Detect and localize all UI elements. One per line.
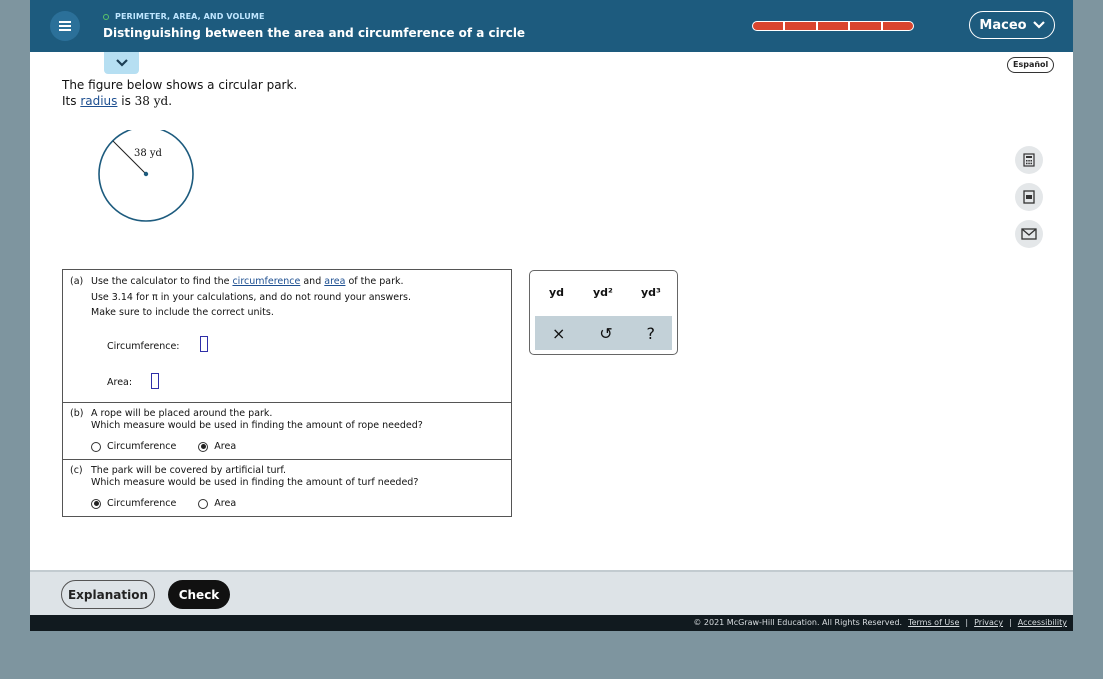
part-b-line-1: A rope will be placed around the park. bbox=[91, 408, 273, 419]
chevron-down-icon bbox=[1033, 21, 1045, 29]
calculator-icon bbox=[1023, 153, 1035, 167]
part-b-circumference-radio[interactable] bbox=[91, 442, 101, 452]
calculator-button[interactable] bbox=[1015, 146, 1043, 174]
espanol-button[interactable]: Español bbox=[1007, 57, 1054, 73]
copyright-text: © 2021 McGraw-Hill Education. All Rights Reserved. bbox=[693, 618, 903, 627]
part-b-marker: (b) bbox=[70, 408, 84, 419]
part-c-line-1: The park will be covered by artificial turf. bbox=[91, 465, 287, 476]
topic-status-icon bbox=[103, 14, 109, 20]
radius-link[interactable]: radius bbox=[80, 94, 118, 108]
footer-separator: | bbox=[1009, 618, 1012, 627]
area-link[interactable]: area bbox=[324, 276, 346, 287]
area-label: Area: bbox=[107, 377, 133, 388]
part-c-area-label: Area bbox=[214, 498, 237, 509]
header-bar bbox=[30, 0, 1073, 52]
side-tools bbox=[1015, 146, 1043, 257]
part-c-options bbox=[91, 498, 252, 509]
question-box bbox=[62, 269, 512, 517]
terms-of-use-link[interactable]: Terms of Use bbox=[908, 618, 960, 627]
user-name: Maceo bbox=[979, 17, 1027, 33]
clear-button[interactable]: × bbox=[551, 323, 566, 343]
accessibility-link[interactable]: Accessibility bbox=[1017, 618, 1067, 627]
keypad-actions bbox=[535, 316, 672, 350]
undo-button[interactable]: ↺ bbox=[599, 323, 613, 343]
privacy-link[interactable]: Privacy bbox=[974, 618, 1004, 627]
unit-yd-button[interactable]: yd bbox=[549, 286, 565, 299]
help-button[interactable]: ? bbox=[646, 323, 656, 343]
message-button[interactable] bbox=[1015, 220, 1043, 248]
part-b-line-2: Which measure would be used in finding the amount of rope needed? bbox=[91, 420, 423, 431]
part-c bbox=[63, 459, 511, 516]
check-button[interactable]: Check bbox=[168, 580, 230, 609]
explanation-button[interactable]: Explanation bbox=[61, 580, 155, 609]
progress-bar bbox=[752, 21, 914, 31]
part-c-circumference-radio[interactable] bbox=[91, 499, 101, 509]
problem-intro bbox=[62, 77, 297, 109]
circular-park-figure bbox=[96, 130, 196, 225]
radius-label: 38 yd bbox=[134, 148, 162, 159]
lesson-title: Distinguishing between the area and circumference of a circle bbox=[103, 26, 526, 40]
menu-button[interactable] bbox=[50, 11, 80, 41]
bottom-action-bar bbox=[30, 570, 1073, 615]
hamburger-icon bbox=[59, 21, 71, 31]
circumference-label: Circumference: bbox=[107, 341, 180, 352]
topic-label bbox=[103, 12, 265, 21]
envelope-icon bbox=[1021, 228, 1037, 240]
part-c-line-2: Which measure would be used in finding the amount of turf needed? bbox=[91, 477, 419, 488]
textbook-icon bbox=[1023, 190, 1035, 204]
app-window bbox=[30, 0, 1073, 631]
footer bbox=[30, 615, 1073, 631]
part-a-line-2: Use 3.14 for π in your calculations, and do not round your answers. bbox=[91, 292, 411, 303]
area-input[interactable] bbox=[151, 373, 159, 389]
part-a-line-1: Use the calculator to find the circumference and area of the park. bbox=[91, 276, 404, 287]
part-b-options bbox=[91, 441, 252, 452]
radius-value: 38 yd bbox=[134, 94, 169, 108]
chevron-down-icon bbox=[116, 59, 128, 67]
part-c-area-radio[interactable] bbox=[198, 499, 208, 509]
part-b-area-radio[interactable] bbox=[198, 442, 208, 452]
ebook-button[interactable] bbox=[1015, 183, 1043, 211]
part-b-area-label: Area bbox=[214, 441, 237, 452]
part-a bbox=[63, 270, 511, 403]
unit-keypad bbox=[529, 270, 678, 355]
part-c-marker: (c) bbox=[70, 465, 83, 476]
part-c-circumference-label: Circumference bbox=[107, 498, 177, 509]
unit-yd2-button[interactable]: yd² bbox=[593, 286, 613, 299]
collapse-header-button[interactable] bbox=[104, 52, 139, 74]
circumference-input[interactable] bbox=[200, 336, 208, 352]
user-menu-button[interactable] bbox=[969, 11, 1055, 39]
intro-line-2: Its radius is 38 yd. bbox=[62, 94, 173, 108]
part-b bbox=[63, 402, 511, 460]
unit-yd3-button[interactable]: yd³ bbox=[641, 286, 661, 299]
circumference-link[interactable]: circumference bbox=[232, 276, 301, 287]
topic-text: PERIMETER, AREA, AND VOLUME bbox=[115, 12, 265, 21]
intro-line-1: The figure below shows a circular park. bbox=[62, 78, 298, 92]
part-a-marker: (a) bbox=[70, 276, 84, 287]
part-b-circumference-label: Circumference bbox=[107, 441, 177, 452]
part-a-line-3: Make sure to include the correct units. bbox=[91, 307, 274, 318]
footer-separator: | bbox=[965, 618, 969, 627]
